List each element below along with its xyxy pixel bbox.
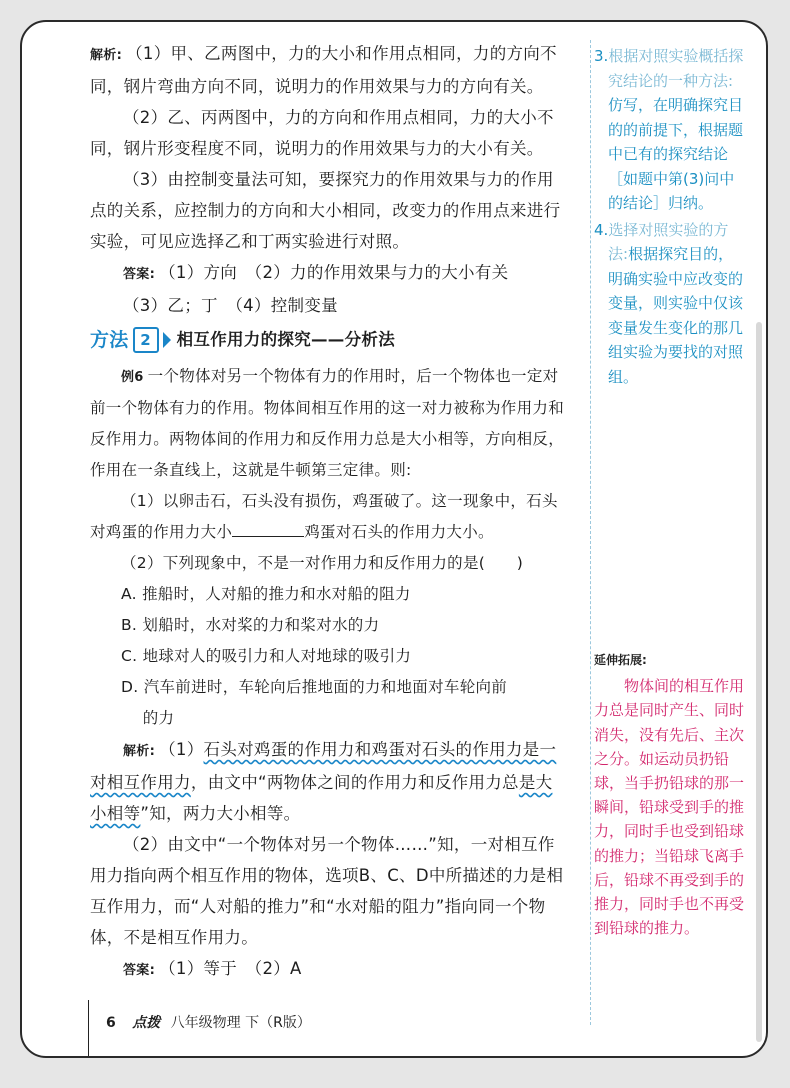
method-title: 相互作用力的探究——分析法 xyxy=(176,330,396,349)
analysis-tag-2: 解析: xyxy=(123,744,156,759)
brand-logo: 点拨 xyxy=(132,1015,161,1031)
book-title: 八年级物理 下（R版） xyxy=(170,1015,311,1031)
page-number: 6 xyxy=(106,1015,116,1031)
analysis-1-p3: （3）由控制变量法可知，要探究力的作用效果与力的作用点的关系，应控制力的方向和大小相同，改变力的作用点来进行实验，可见应选择乙和丁两实验进行对照。 xyxy=(90,170,561,251)
answer-1-line1: 答案: （1）方向 （2）力的作用效果与力的大小有关 xyxy=(123,263,509,282)
footer-rule xyxy=(88,1000,89,1056)
page-footer xyxy=(22,1000,766,1056)
example-stem: 例6 一个物体对另一个物体有力的作用时，后一个物体也一定对前一个物体有力的作用。物体间相互作用的这一对力被称为作用力和反作用力。两物体间的作用力和反作用力总是大小相等，方向相反，作用在一条直线上，这就是牛顿第三定律。则: xyxy=(90,367,565,479)
answer-blank xyxy=(232,521,304,537)
option-c: C. 地球对人的吸引力和人对地球的吸引力 xyxy=(121,647,412,665)
wavy-underline-text: 石头对鸡蛋的作用力和鸡蛋对石头的作用力是一对相互作用力 xyxy=(90,740,557,792)
example-tag: 例6 xyxy=(121,370,144,385)
option-d: D. 汽车前进时，车轮向后推地面的力和地面对车轮向前 xyxy=(121,678,508,696)
method-heading xyxy=(90,325,564,355)
answer-2-line1: 答案: （1）等于 （2）A xyxy=(123,959,302,978)
option-b: B. 划船时，水对桨的力和桨对水的力 xyxy=(121,616,380,634)
wavy-underline-text-2: 是大小相等 xyxy=(90,773,553,823)
main-column xyxy=(90,38,564,986)
question-2: （2）下列现象中，不是一对作用力和反作用力的是( ) xyxy=(121,554,524,572)
textbook-page xyxy=(20,20,768,1058)
option-a: A. 推船时，人对船的推力和水对船的阻力 xyxy=(121,585,411,603)
arrow-icon xyxy=(163,332,171,348)
extension-body: 物体间的相互作用力总是同时产生、同时消失，没有先后、主次之分。如运动员扔铅球，当手扔铅球的那一瞬间，铅球受到手的推力，同时手也受到铅球的推力；当铅球飞离手后，铅球不再受到手的推力，同时手也不再受到铅球的推力。 xyxy=(594,677,745,938)
footer-text xyxy=(106,1012,311,1032)
analysis-1-p2: （2）乙、丙两图中，力的方向和作用点相同，力的大小不同，钢片形变程度不同，说明力的作用效果与力的大小有关。 xyxy=(90,108,554,158)
answer-1-line2: （3）乙；丁 （4）控制变量 xyxy=(123,296,338,315)
side-notes xyxy=(594,44,746,391)
analysis-1-p1: 解析: （1）甲、乙两图中，力的大小和作用点相同，力的方向不同，钢片弯曲方向不同，说明力的作用效果与力的方向有关。 xyxy=(90,44,557,96)
side-note-3: 3.根据对照实验概括探究结论的一种方法:仿写，在明确探究目的的前提下，根据题中已有的探究结论［如题中第(3)问中的结论］归纳。 xyxy=(594,47,744,212)
column-divider xyxy=(590,40,591,1025)
method-label: 方法 xyxy=(90,329,129,351)
method-number-badge: 2 xyxy=(133,327,159,353)
extension-note xyxy=(594,648,746,940)
scrollbar[interactable] xyxy=(756,322,762,1042)
extension-heading: 延伸拓展: xyxy=(594,653,647,667)
question-1: （1）以卵击石，石头没有损伤，鸡蛋破了。这一现象中，石头对鸡蛋的作用力大小 鸡蛋对石头的作用力大小。 xyxy=(90,492,558,541)
option-d-cont: 的力 xyxy=(142,709,175,727)
side-note-4: 4.选择对照实验的方法:根据探究目的，明确实验中应改变的变量，则实验中仅该变量发生变化的那几组实验为要找的对照组。 xyxy=(594,220,744,386)
analysis-tag: 解析: xyxy=(90,48,123,63)
analysis-2-p1: 解析: （1）石头对鸡蛋的作用力和鸡蛋对石头的作用力是一对相互作用力，由文中“两物体之间的作用力和反作用力总是大小相等”知，两力大小相等。 xyxy=(90,740,557,823)
analysis-2-p2: （2）由文中“一个物体对另一个物体……”知，一对相互作用力指向两个相互作用的物体，选项B、C、D中所描述的力是相互作用力，而“人对船的推力”和“水对船的阻力”指向同一个物体，不是相互作用力。 xyxy=(90,835,564,947)
answer-tag: 答案: xyxy=(123,267,156,282)
answer-tag-2: 答案: xyxy=(123,963,156,978)
